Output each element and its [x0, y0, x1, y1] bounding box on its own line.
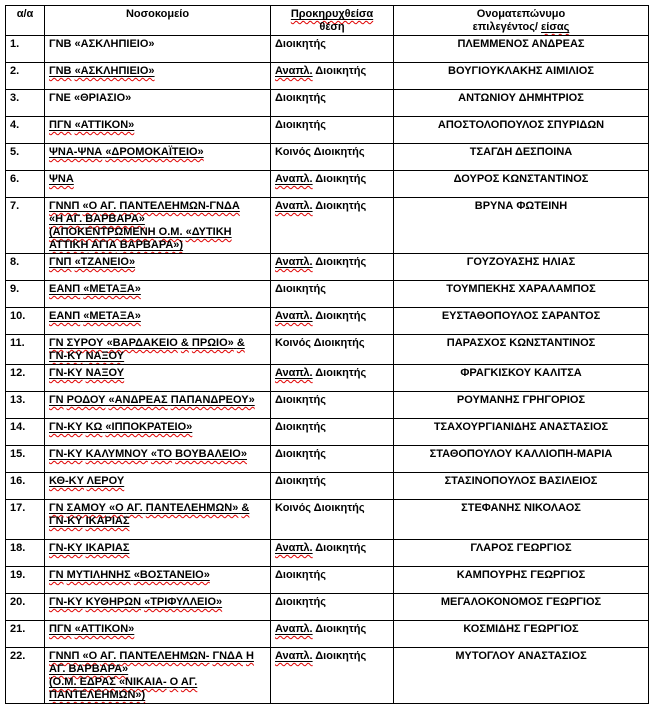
- position-cell: Διοικητής: [271, 281, 394, 308]
- marked-text: Αναπλ.: [275, 173, 313, 185]
- marked-text: ΓΝ-ΚΥ ΝΑΞΟΥ: [49, 367, 125, 379]
- marked-text: ΓΝΝΠ «Ο ΑΓ. ΠΑΝΤΕΛΕΗΜΩΝ-ΓΝΔΑ: [49, 200, 240, 212]
- selected-name-cell: ΔΟΥΡΟΣ ΚΩΝΣΤΑΝΤΙΝΟΣ: [394, 171, 649, 198]
- row-number: 9.: [6, 281, 45, 308]
- hospital-cell: [45, 648, 271, 704]
- marked-text: Αναπλ.: [275, 542, 313, 554]
- row-number: 10.: [6, 308, 45, 335]
- hospital-cell: [45, 308, 271, 335]
- marked-text: ΓΝ-ΚΥ ΙΚΑΡΙΑΣ: [49, 542, 130, 554]
- table-row: [6, 446, 649, 473]
- appointments-table: [5, 5, 649, 704]
- marked-text: ΨΝΑ: [49, 173, 74, 185]
- table-row: [6, 63, 649, 90]
- marked-text: Αναπλ.: [275, 200, 313, 212]
- selected-name-cell: ΒΟΥΓΙΟΥΚΛΑΚΗΣ ΑΙΜΙΛΙΟΣ: [394, 63, 649, 90]
- header-position: Προκηρυχθείσα θέση: [271, 6, 394, 36]
- marked-text: ΕΑΝΠ «ΜΕΤΑΞΑ»: [49, 310, 141, 322]
- marked-text: ΓΝ-ΚΥ ΚΥΘΗΡΩΝ «ΤΡΙΦΥΛΛΕΙΟ»: [49, 596, 223, 608]
- table-row: [6, 419, 649, 446]
- position-cell: Διοικητής: [271, 473, 394, 500]
- position-cell: Διοικητής: [271, 392, 394, 419]
- position-cell: Αναπλ. Διοικητής: [271, 254, 394, 281]
- row-number: 14.: [6, 419, 45, 446]
- marked-text: ΑΤΤΙΚΗ ΑΓΙΑ ΒΑΡΒΑΡΑ»): [49, 239, 184, 251]
- table-row: [6, 392, 649, 419]
- hospital-cell: [45, 419, 271, 446]
- hospital-cell: [45, 567, 271, 594]
- marked-text: ΓΝ ΡΟΔΟΥ «ΑΝΔΡΕΑΣ ΠΑΠΑΝΔΡΕΟΥ»: [49, 394, 255, 406]
- marked-text: ΓΝ-ΚΥ ΚΑΛΥΜΝΟΥ «ΤΟ ΒΟΥΒΑΛΕΙΟ»: [49, 448, 247, 460]
- position-cell: Διοικητής: [271, 446, 394, 473]
- row-number: 7.: [6, 198, 45, 254]
- marked-text: (ΑΠΟΚΕΝΤΡΩΜΕΝΗ Ο.Μ. «ΔΥΤΙΚΗ: [49, 226, 232, 238]
- selected-name-cell: ΑΝΤΩΝΙΟΥ ΔΗΜΗΤΡΙΟΣ: [394, 90, 649, 117]
- position-cell: Διοικητής: [271, 567, 394, 594]
- header-hospital: Νοσοκομείο: [45, 6, 271, 36]
- table-body: [6, 36, 649, 704]
- hospital-cell: [45, 281, 271, 308]
- table-row: [6, 36, 649, 63]
- position-cell: Αναπλ. Διοικητής: [271, 365, 394, 392]
- selected-name-cell: ΣΤΑΘΟΠΟΥΛΟΥ ΚΑΛΛΙΟΠΗ-ΜΑΡΙΑ: [394, 446, 649, 473]
- row-number: 8.: [6, 254, 45, 281]
- hospital-cell: ΓΝΒ «ΑΣΚΛΗΠΙΕΙΟ»: [45, 36, 271, 63]
- marked-text: ΓΝΒ «ΑΣΚΛΗΠΙΕΙΟ»: [49, 65, 155, 77]
- marked-text: ΓΝΝΠ «Ο ΑΓ. ΠΑΝΤΕΛΕΗΜΩΝ- ΓΝΔΑ Η: [49, 650, 254, 662]
- position-cell: Διοικητής: [271, 36, 394, 63]
- table-row: [6, 567, 649, 594]
- marked-text: Αναπλ.: [275, 65, 313, 77]
- table-row: [6, 540, 649, 567]
- table-row: [6, 171, 649, 198]
- position-cell: Διοικητής: [271, 594, 394, 621]
- table-row: [6, 198, 649, 254]
- hospital-cell: ΓΝΕ «ΘΡΙΑΣΙΟ»: [45, 90, 271, 117]
- hospital-cell: [45, 117, 271, 144]
- position-cell: Διοικητής: [271, 117, 394, 144]
- position-cell: Αναπλ. Διοικητής: [271, 648, 394, 704]
- table-row: [6, 90, 649, 117]
- row-number: 5.: [6, 144, 45, 171]
- row-number: 3.: [6, 90, 45, 117]
- hospital-cell: [45, 335, 271, 365]
- row-number: 1.: [6, 36, 45, 63]
- hospital-cell: [45, 171, 271, 198]
- hospital-cell: [45, 500, 271, 540]
- marked-text: «Η ΑΓ. ΒΑΡΒΑΡΑ»: [49, 213, 145, 225]
- marked-text: είσας: [541, 21, 570, 33]
- selected-name-cell: ΤΣΑΓΔΗ ΔΕΣΠΟΙΝΑ: [394, 144, 649, 171]
- position-cell: Αναπλ. Διοικητής: [271, 308, 394, 335]
- position-cell: Αναπλ. Διοικητής: [271, 198, 394, 254]
- hospital-cell: [45, 446, 271, 473]
- marked-text: ΓΝ-ΚΥ ΙΚΑΡΙΑΣ: [49, 515, 130, 527]
- marked-text: Αναπλ.: [275, 256, 313, 268]
- row-number: 18.: [6, 540, 45, 567]
- selected-name-cell: ΣΤΑΣΙΝΟΠΟΥΛΟΣ ΒΑΣΙΛΕΙΟΣ: [394, 473, 649, 500]
- marked-text: ΓΝ ΜΥΤΙΛΗΝΗΣ «ΒΟΣΤΑΝΕΙΟ»: [49, 569, 210, 581]
- hospital-cell: [45, 392, 271, 419]
- row-number: 2.: [6, 63, 45, 90]
- table-row: [6, 117, 649, 144]
- table-row: [6, 621, 649, 648]
- row-number: 4.: [6, 117, 45, 144]
- marked-text: ΕΑΝΠ «ΜΕΤΑΞΑ»: [49, 283, 141, 295]
- marked-text: ΓΝ ΣΥΡΟΥ «ΒΑΡΔΑΚΕΙΟ & ΠΡΩΙΟ» &: [49, 337, 245, 349]
- selected-name-cell: ΤΣΑΧΟΥΡΓΙΑΝΙΔΗΣ ΑΝΑΣΤΑΣΙΟΣ: [394, 419, 649, 446]
- selected-name-cell: ΡΟΥΜΑΝΗΣ ΓΡΗΓΟΡΙΟΣ: [394, 392, 649, 419]
- row-number: 13.: [6, 392, 45, 419]
- marked-text: ΓΝ ΣΑΜΟΥ «Ο ΑΓ. ΠΑΝΤΕΛΕΗΜΩΝ» &: [49, 502, 250, 514]
- selected-name-cell: ΦΡΑΓΚΙΣΚΟΥ ΚΑΛΙΤΣΑ: [394, 365, 649, 392]
- row-number: 11.: [6, 335, 45, 365]
- table-row: [6, 648, 649, 704]
- marked-text: Αναπλ.: [275, 650, 313, 662]
- selected-name-cell: ΕΥΣΤΑΘΟΠΟΥΛΟΣ ΣΑΡΑΝΤΟΣ: [394, 308, 649, 335]
- header-index: α/α: [6, 6, 45, 36]
- table-row: [6, 281, 649, 308]
- hospital-cell: [45, 594, 271, 621]
- position-cell: Αναπλ. Διοικητής: [271, 63, 394, 90]
- header-selected-name: Ονοματεπώνυμο επιλεγέντος/ είσας: [394, 6, 649, 36]
- table-row: [6, 365, 649, 392]
- selected-name-cell: ΠΛΕΜΜΕΝΟΣ ΑΝΔΡΕΑΣ: [394, 36, 649, 63]
- row-number: 12.: [6, 365, 45, 392]
- row-number: 15.: [6, 446, 45, 473]
- row-number: 21.: [6, 621, 45, 648]
- marked-text: Αναπλ.: [275, 623, 313, 635]
- table-row: [6, 594, 649, 621]
- table-row: [6, 473, 649, 500]
- selected-name-cell: ΓΛΑΡΟΣ ΓΕΩΡΓΙΟΣ: [394, 540, 649, 567]
- row-number: 19.: [6, 567, 45, 594]
- hospital-cell: [45, 365, 271, 392]
- position-cell: Κοινός Διοικητής: [271, 144, 394, 171]
- selected-name-cell: ΑΠΟΣΤΟΛΟΠΟΥΛΟΣ ΣΠΥΡΙΔΩΝ: [394, 117, 649, 144]
- marked-text: ΓΝΠ «ΤΖΑΝΕΙΟ»: [49, 256, 136, 268]
- hospital-cell: [45, 198, 271, 254]
- position-cell: Αναπλ. Διοικητής: [271, 621, 394, 648]
- marked-text: Αναπλ.: [275, 310, 313, 322]
- table-row: [6, 308, 649, 335]
- marked-text: ΨΝΑ-ΨΝΑ «ΔΡΟΜΟΚΑΪΤΕΙΟ»: [49, 146, 204, 158]
- marked-text: ΑΓ. ΒΑΡΒΑΡΑ»: [49, 663, 129, 675]
- marked-text: ΓΝ-ΚΥ ΝΑΞΟΥ: [49, 350, 125, 362]
- hospital-cell: [45, 473, 271, 500]
- position-cell: Κοινός Διοικητής: [271, 500, 394, 540]
- selected-name-cell: ΠΑΡΑΣΧΟΣ ΚΩΝΣΤΑΝΤΙΝΟΣ: [394, 335, 649, 365]
- table-row: [6, 335, 649, 365]
- row-number: 22.: [6, 648, 45, 704]
- table-row: [6, 254, 649, 281]
- selected-name-cell: ΚΟΣΜΙΔΗΣ ΓΕΩΡΓΙΟΣ: [394, 621, 649, 648]
- selected-name-cell: ΚΑΜΠΟΥΡΗΣ ΓΕΩΡΓΙΟΣ: [394, 567, 649, 594]
- selected-name-cell: ΤΟΥΜΠΕΚΗΣ ΧΑΡΑΛΑΜΠΟΣ: [394, 281, 649, 308]
- marked-text: ΚΘ-ΚΥ ΛΕΡΟΥ: [49, 475, 125, 487]
- position-cell: Κοινός Διοικητής: [271, 335, 394, 365]
- table-header-row: [6, 6, 649, 36]
- selected-name-cell: ΜΕΓΑΛΟΚΟΝΟΜΟΣ ΓΕΩΡΓΙΟΣ: [394, 594, 649, 621]
- marked-text: ΓΝ-ΚΥ ΚΩ «ΙΠΠΟΚΡΑΤΕΙΟ»: [49, 421, 193, 433]
- marked-text: (Ο.Μ. ΕΔΡΑΣ «ΝΙΚΑΙΑ- Ο ΑΓ.: [49, 676, 198, 688]
- table-row: [6, 144, 649, 171]
- row-number: 6.: [6, 171, 45, 198]
- marked-text: Προκηρυχθείσα: [290, 8, 374, 20]
- table-row: [6, 500, 649, 540]
- position-cell: Διοικητής: [271, 90, 394, 117]
- marked-text: ΠΓΝ «ΑΤΤΙΚΟΝ»: [49, 119, 135, 131]
- marked-text: ΠΑΝΤΕΛΕΗΜΩΝ»): [49, 689, 146, 701]
- selected-name-cell: ΓΟΥΖΟΥΑΣΗΣ ΗΛΙΑΣ: [394, 254, 649, 281]
- position-cell: Αναπλ. Διοικητής: [271, 171, 394, 198]
- hospital-cell: [45, 540, 271, 567]
- marked-text: Αναπλ.: [275, 367, 313, 379]
- marked-text: ΠΓΝ «ΑΤΤΙΚΟΝ»: [49, 623, 135, 635]
- position-cell: Αναπλ. Διοικητής: [271, 540, 394, 567]
- row-number: 17.: [6, 500, 45, 540]
- row-number: 16.: [6, 473, 45, 500]
- selected-name-cell: ΜΥΤΟΓΛΟΥ ΑΝΑΣΤΑΣΙΟΣ: [394, 648, 649, 704]
- hospital-cell: [45, 621, 271, 648]
- hospital-cell: [45, 254, 271, 281]
- hospital-cell: [45, 144, 271, 171]
- selected-name-cell: ΒΡΥΝΑ ΦΩΤΕΙΝΗ: [394, 198, 649, 254]
- position-cell: Διοικητής: [271, 419, 394, 446]
- selected-name-cell: ΣΤΕΦΑΝΗΣ ΝΙΚΟΛΑΟΣ: [394, 500, 649, 540]
- row-number: 20.: [6, 594, 45, 621]
- hospital-cell: [45, 63, 271, 90]
